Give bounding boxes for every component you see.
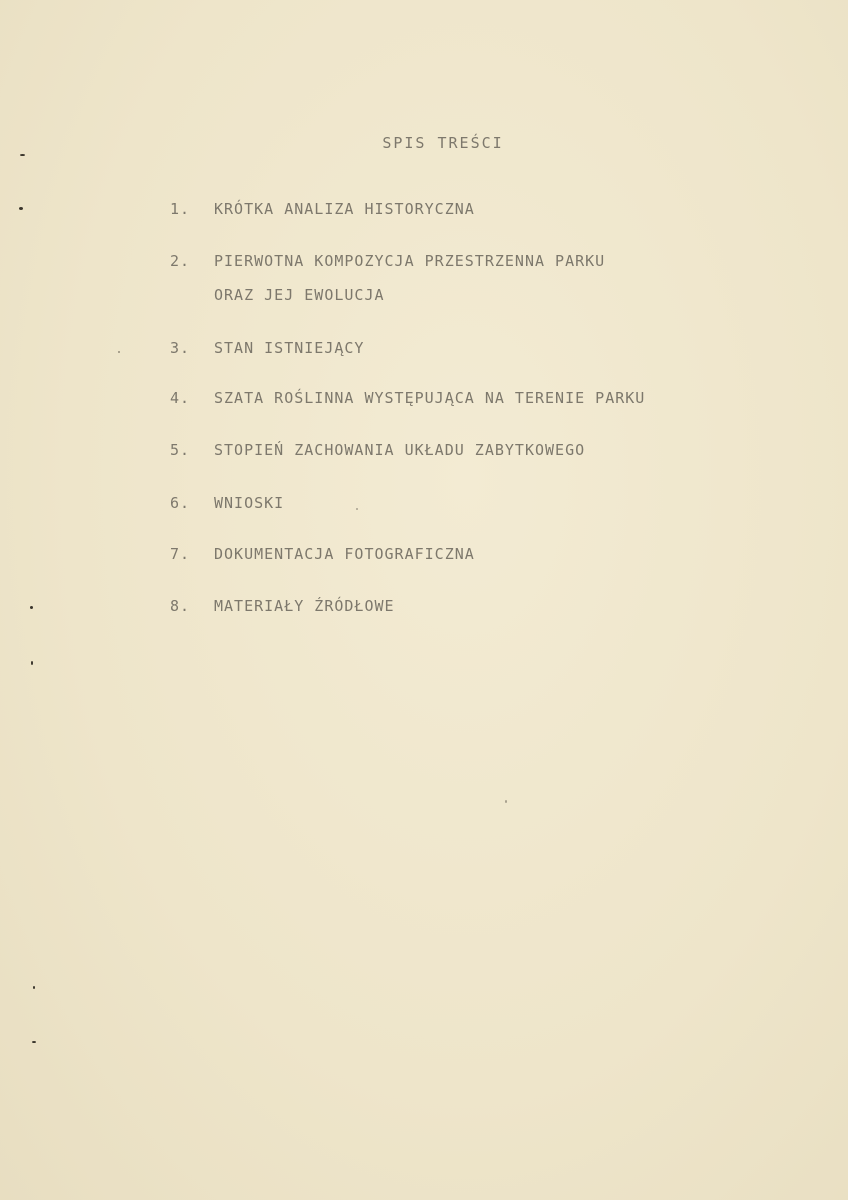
toc-entry-text: WNIOSKI (214, 494, 285, 512)
toc-entry-number: 1. (170, 200, 191, 218)
toc-entry-number: 3. (170, 339, 191, 357)
paper-speck (30, 606, 33, 609)
toc-entry-text: PIERWOTNA KOMPOZYCJA PRZESTRZENNA PARKU (214, 252, 606, 270)
toc-entry-number: 2. (170, 252, 191, 270)
toc-entry-text-continuation: ORAZ JEJ EWOLUCJA (214, 286, 385, 304)
toc-entry-text: SZATA ROŚLINNA WYSTĘPUJĄCA NA TERENIE PARKU (214, 389, 646, 407)
toc-entry-number: 7. (170, 545, 191, 563)
paper-speck (356, 508, 358, 510)
paper-speck (31, 661, 33, 665)
paper-speck (32, 1041, 36, 1043)
paper-speck (19, 207, 23, 210)
paper-speck (505, 800, 507, 803)
paper-speck (118, 351, 120, 353)
toc-entry-text: STAN ISTNIEJĄCY (214, 339, 365, 357)
toc-entry-number: 4. (170, 389, 191, 407)
toc-entry-number: 8. (170, 597, 191, 615)
toc-entry-text: STOPIEŃ ZACHOWANIA UKŁADU ZABYTKOWEGO (214, 441, 586, 459)
page-title: SPIS TREŚCI (382, 134, 504, 152)
toc-entry-number: 6. (170, 494, 191, 512)
toc-entry-text: MATERIAŁY ŹRÓDŁOWE (214, 597, 395, 615)
toc-entry-number: 5. (170, 441, 191, 459)
paper-speck (33, 986, 35, 989)
toc-entry-text: DOKUMENTACJA FOTOGRAFICZNA (214, 545, 475, 563)
toc-entry-text: KRÓTKA ANALIZA HISTORYCZNA (214, 200, 475, 218)
paper-speck (20, 154, 25, 156)
